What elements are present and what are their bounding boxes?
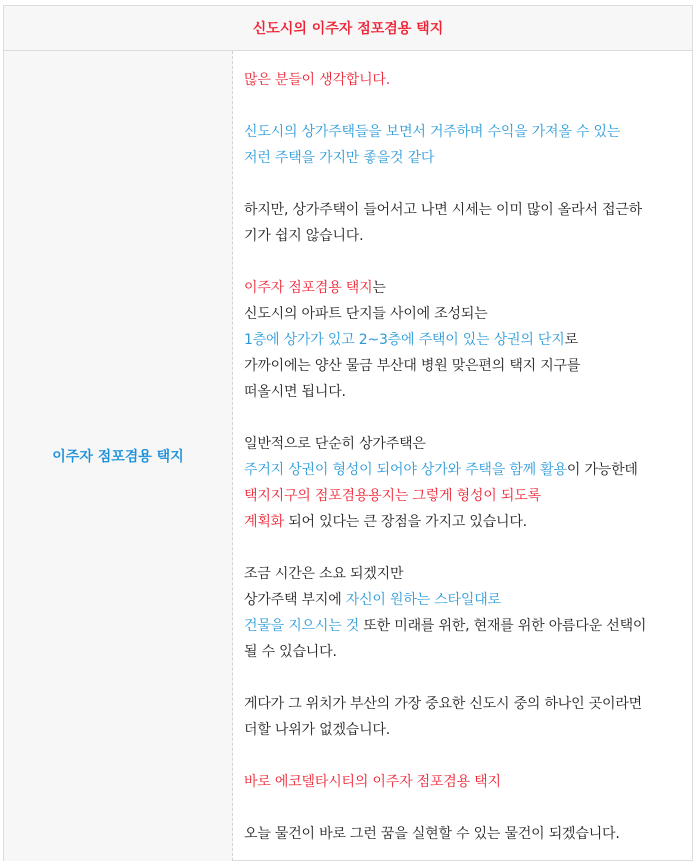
paragraph-4-line-5: 떠올시면 됩니다. xyxy=(244,384,346,400)
highlight-red: 이주자 점포겸용 택지 xyxy=(244,280,373,296)
header-title: 신도시의 이주자 점포겸용 택지 xyxy=(252,21,444,37)
paragraph-9: 오늘 물건이 바로 그런 꿈을 실현할 수 있는 물건이 되겠습니다. xyxy=(244,826,620,842)
paragraph-4-line-2: 신도시의 아파트 단지들 사이에 조성되는 xyxy=(244,306,488,322)
row-content-cell xyxy=(233,51,692,861)
paragraph-3-line-2: 기가 쉽지 않습니다. xyxy=(244,228,364,244)
paragraph-6-line-3 xyxy=(244,613,692,639)
paragraph-2-line-2: 저런 주택을 가지만 좋을것 같다 xyxy=(244,150,435,166)
text: 또한 미래를 위한, 현재를 위한 아름다운 선택이 xyxy=(359,618,647,634)
text: 상가주택 부지에 xyxy=(244,592,346,608)
row-label-cell xyxy=(4,51,233,861)
highlight-blue: 자신이 원하는 스타일대로 xyxy=(345,592,501,608)
paragraph-2-line-1: 신도시의 상가주택들을 보면서 거주하며 수익을 가져올 수 있는 xyxy=(244,124,621,140)
paragraph-7-line-2: 더할 나위가 없겠습니다. xyxy=(244,722,390,738)
info-table xyxy=(3,5,693,861)
highlight-blue: 주거지 상권이 형성이 되어야 상가와 주택을 함께 활용 xyxy=(244,462,567,478)
paragraph-5-line-3: 택지지구의 점포겸용용지는 그렇게 형성이 되도록 xyxy=(244,488,541,504)
paragraph-4-line-3 xyxy=(244,327,692,353)
paragraph-intro: 많은 분들이 생각합니다. xyxy=(244,72,390,88)
paragraph-5-line-2 xyxy=(244,457,692,483)
paragraph-4-line-4: 가까이에는 양산 물금 부산대 병원 맞은편의 택지 지구를 xyxy=(244,358,581,374)
highlight-red: 계획화 xyxy=(244,514,284,530)
paragraph-8: 바로 에코델타시티의 이주자 점포겸용 택지 xyxy=(244,774,501,790)
paragraph-5-line-1: 일반적으로 단순히 상가주택은 xyxy=(244,436,426,452)
highlight-blue: 1층에 상가가 있고 2~3층에 주택이 있는 상권의 단지 xyxy=(244,332,565,348)
paragraph-6-line-2 xyxy=(244,587,692,613)
paragraph-6-line-1: 조금 시간은 소요 되겠지만 xyxy=(244,566,404,582)
paragraph-5-line-4 xyxy=(244,509,692,535)
text: 이 가능한데 xyxy=(566,462,638,478)
text: 는 xyxy=(372,280,386,296)
paragraph-6-line-4: 될 수 있습니다. xyxy=(244,644,337,660)
text: 로 xyxy=(564,332,578,348)
table-header xyxy=(4,6,692,51)
row-label: 이주자 점포겸용 택지 xyxy=(52,449,184,465)
paragraph-3-line-1: 하지만, 상가주택이 들어서고 나면 시세는 이미 많이 올라서 접근하 xyxy=(244,202,642,218)
text: 되어 있다는 큰 장점을 가지고 있습니다. xyxy=(283,514,527,530)
paragraph-4-line-1 xyxy=(244,275,692,301)
highlight-blue: 건물을 지으시는 것 xyxy=(244,618,360,634)
table-row xyxy=(4,51,692,861)
paragraph-7-line-1: 게다가 그 위치가 부산의 가장 중요한 신도시 중의 하나인 곳이라면 xyxy=(244,696,642,712)
